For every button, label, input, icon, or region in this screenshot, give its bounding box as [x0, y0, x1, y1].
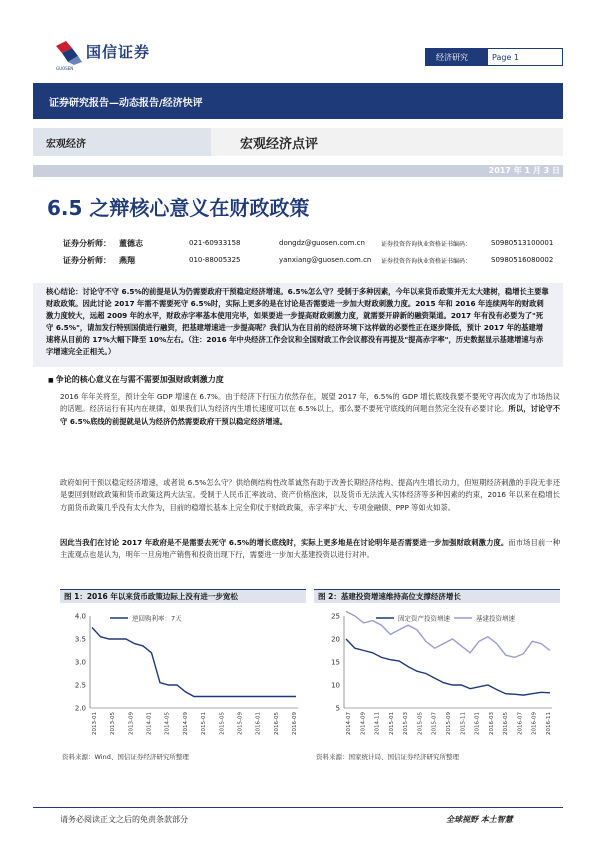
y-tick-label: 15	[331, 658, 340, 667]
analyst-email: yanxiang@guosen.com.cn	[279, 256, 372, 264]
legend-label: 固定资产投资增速	[398, 614, 450, 623]
guosen-logo-mark	[54, 40, 84, 66]
figure-1-heading: 图 1：2016 年以来货币政策边际上没有进一步宽松	[60, 589, 306, 603]
x-tick-label: 2015-05	[417, 712, 424, 735]
report-date: 2017 年 1 月 3 日	[488, 166, 560, 175]
analyst-name: 董德志	[119, 238, 143, 248]
paragraph-1	[60, 391, 560, 428]
x-tick-label: 2015-05	[219, 712, 226, 735]
x-tick-label: 2015-09	[237, 712, 244, 735]
figure-2-chart	[314, 606, 560, 750]
paragraph-3-bold: 因此当我们在讨论 2017 年政府是不是需要去死守 6.5%的增长底线时，实际上更多地是在讨论明年是否需要进一步加强财政刺激力度。	[60, 538, 509, 547]
report-type-tag: 经济研究	[426, 49, 488, 65]
x-tick-label: 2016-07	[517, 712, 524, 735]
y-tick-label: 5	[335, 704, 340, 713]
figure-2-heading: 图 2：基建投资增速维持高位支撑经济增长	[314, 589, 560, 603]
x-tick-label: 2016-01	[255, 712, 262, 735]
analyst-row	[33, 236, 573, 250]
x-tick-label: 2016-03	[488, 712, 495, 735]
x-tick-label: 2015-07	[431, 712, 438, 735]
x-tick-label: 2013-01	[92, 712, 98, 735]
y-tick-label: 10	[331, 681, 340, 690]
paragraph-1-bold: 所以，讨论守不守 6.5%底线的前提就是认为经济仍然需要政府干预以稳定经济增速。	[60, 404, 561, 426]
analyst-cert: S0980516080002	[491, 256, 554, 264]
page-title: 6.5 之辩核心意义在财政政策	[47, 196, 310, 220]
legend-label: 基建投资增速	[476, 614, 515, 623]
brand-logo: 国信证券	[86, 43, 151, 61]
category-right: 宏观经济点评	[211, 128, 563, 156]
paragraph-3	[60, 537, 560, 562]
x-tick-label: 2014-09	[182, 712, 189, 735]
x-tick-label: 2016-09	[531, 712, 538, 735]
x-tick-label: 2014-05	[164, 712, 171, 735]
x-tick-label: 2016-05	[273, 712, 280, 735]
page-number: Page 1	[492, 52, 519, 62]
footer-slogan: 全球视野 本土智慧	[446, 815, 513, 824]
paragraph-2: 政府如何干预以稳定经济增速，或者说 6.5%怎么守？供给侧结构性改革诚然有助于改善长期经济结构、提高内生增长动力，但短期经济刺激的手段无非还是要回到财政政策和货币政策这两大法宝。受制于人民币汇率波动、资产价格泡沫，以及货币无法流入实体经济等多种因素的约束，2016 年以来在稳增长方面货币政策几乎没有太大作为，目前的稳增长基本上完全仰仗于财政政策，赤字率扩大、专项金融债、PPP 等如火如荼。	[60, 478, 560, 512]
x-tick-label: 2014-09	[360, 712, 367, 735]
analyst-cert: S0980513100001	[491, 239, 554, 247]
analyst-phone: 010-88005325	[189, 256, 241, 264]
y-tick-label: 2.0	[74, 704, 86, 713]
x-tick-label: 2015-01	[388, 712, 395, 735]
analyst-row	[33, 253, 573, 267]
brand-logo-sub: GUOSEN	[56, 66, 74, 71]
analyst-cert-label: 证券投资咨询执业资格证书编码：	[381, 257, 472, 265]
figure-1-source: 资料来源：Wind、国信证券经济研究所整理	[62, 753, 189, 761]
footer-disclaimer: 请务必阅读正文之后的免责条款部分	[60, 815, 188, 824]
x-tick-label: 2014-07	[346, 712, 352, 735]
date-bar	[33, 165, 563, 177]
x-tick-label: 2016-11	[546, 712, 552, 735]
figure-1-chart	[60, 606, 306, 750]
x-tick-label: 2013-05	[110, 712, 117, 735]
y-tick-label: 3.0	[74, 658, 86, 667]
summary-box: 核心结论：讨论守不守 6.5%的前提是认为仍需要政府干预稳定经济增速。6.5%怎么守？受制于多种因素，今年以来货币政策并无太大建树，稳增长主要靠财政政策。因此讨论 2017 年需不需要死守 6.5%时，实际上更多的是在讨论是否需要进一步加大财政刺激力度。2015 年和 2016 年连续两年的财政刺激力度较大，远超 2009 年的水平，财政赤字率基本使用完毕，如果要进一步提高财政刺激力度，就需要开辟新的融资渠道。2017 年有没有必要为了"死守 6.5%"，请加发行特别国债进行融资，把基建增速进一步提高呢？我们认为在目前的经济环境下这样做的必要性正在逐步降低，预计 2017 年的基建增速将从目前的 17%大幅下降至 10%左右。（注：2016 年中央经济工作会议和全国财政工作会议都没有再提及"提高赤字率"，历史数据显示基建增速与赤字增速完全正相关。）	[33, 283, 563, 367]
x-tick-label: 2015-03	[403, 712, 410, 735]
section-heading: ■ 争论的核心意义在与需不需要加强财政刺激力度	[48, 374, 224, 385]
x-tick-label: 2016-01	[474, 712, 481, 735]
x-tick-label: 2016-05	[503, 712, 510, 735]
analyst-phone: 021-60933158	[189, 239, 241, 247]
series-line	[92, 628, 296, 697]
x-tick-label: 2015-11	[460, 712, 467, 735]
analyst-role: 证券分析师：	[63, 255, 111, 265]
x-tick-label: 2014-11	[374, 712, 381, 735]
series-line	[346, 639, 550, 695]
figure-2-source: 资料来源：国家统计局、国信证券经济研究所整理	[316, 753, 459, 761]
analyst-role: 证券分析师：	[63, 238, 111, 248]
analyst-email: dongdz@guosen.com.cn	[279, 239, 365, 247]
report-tag	[425, 48, 563, 66]
x-tick-label: 2016-09	[292, 712, 298, 735]
y-tick-label: 3.5	[74, 635, 86, 644]
analyst-name: 燕翔	[119, 255, 135, 265]
category-left: 宏观经济	[33, 128, 211, 156]
paragraph-3-text: 而市场目前一种主流观点也是认为，明年一旦房地产销售和投资出现下行，需要进一步加大基建投资以进行对冲。	[60, 538, 561, 560]
y-tick-label: 20	[331, 635, 340, 644]
y-tick-label: 4.0	[74, 612, 86, 621]
paragraph-1-text: 2016 年年关将至，预计全年 GDP 增速在 6.7%。由于经济下行压力依然存在，展望 2017 年，6.5%的 GDP 增长底线我要不要死守再次成为了市场热议的话题。经济运行有其内在规律，如果我们认为经济内生增长速度可以在 6.5%以上，那么要不要死守底线的问题自然完全没有必要讨论。	[60, 392, 560, 414]
analyst-cert-label: 证券投资咨询执业资格证书编码：	[381, 240, 472, 248]
y-tick-label: 25	[331, 612, 340, 621]
x-tick-label: 2013-09	[128, 712, 135, 735]
x-tick-label: 2015-01	[201, 712, 208, 735]
x-tick-label: 2014-01	[146, 712, 153, 735]
footer-divider	[33, 807, 563, 808]
legend-label: 逆回购利率：7天	[132, 614, 182, 623]
report-band: 证券研究报告—动态报告/经济快评	[33, 83, 563, 119]
x-tick-label: 2015-09	[446, 712, 452, 735]
y-tick-label: 2.5	[74, 681, 86, 690]
